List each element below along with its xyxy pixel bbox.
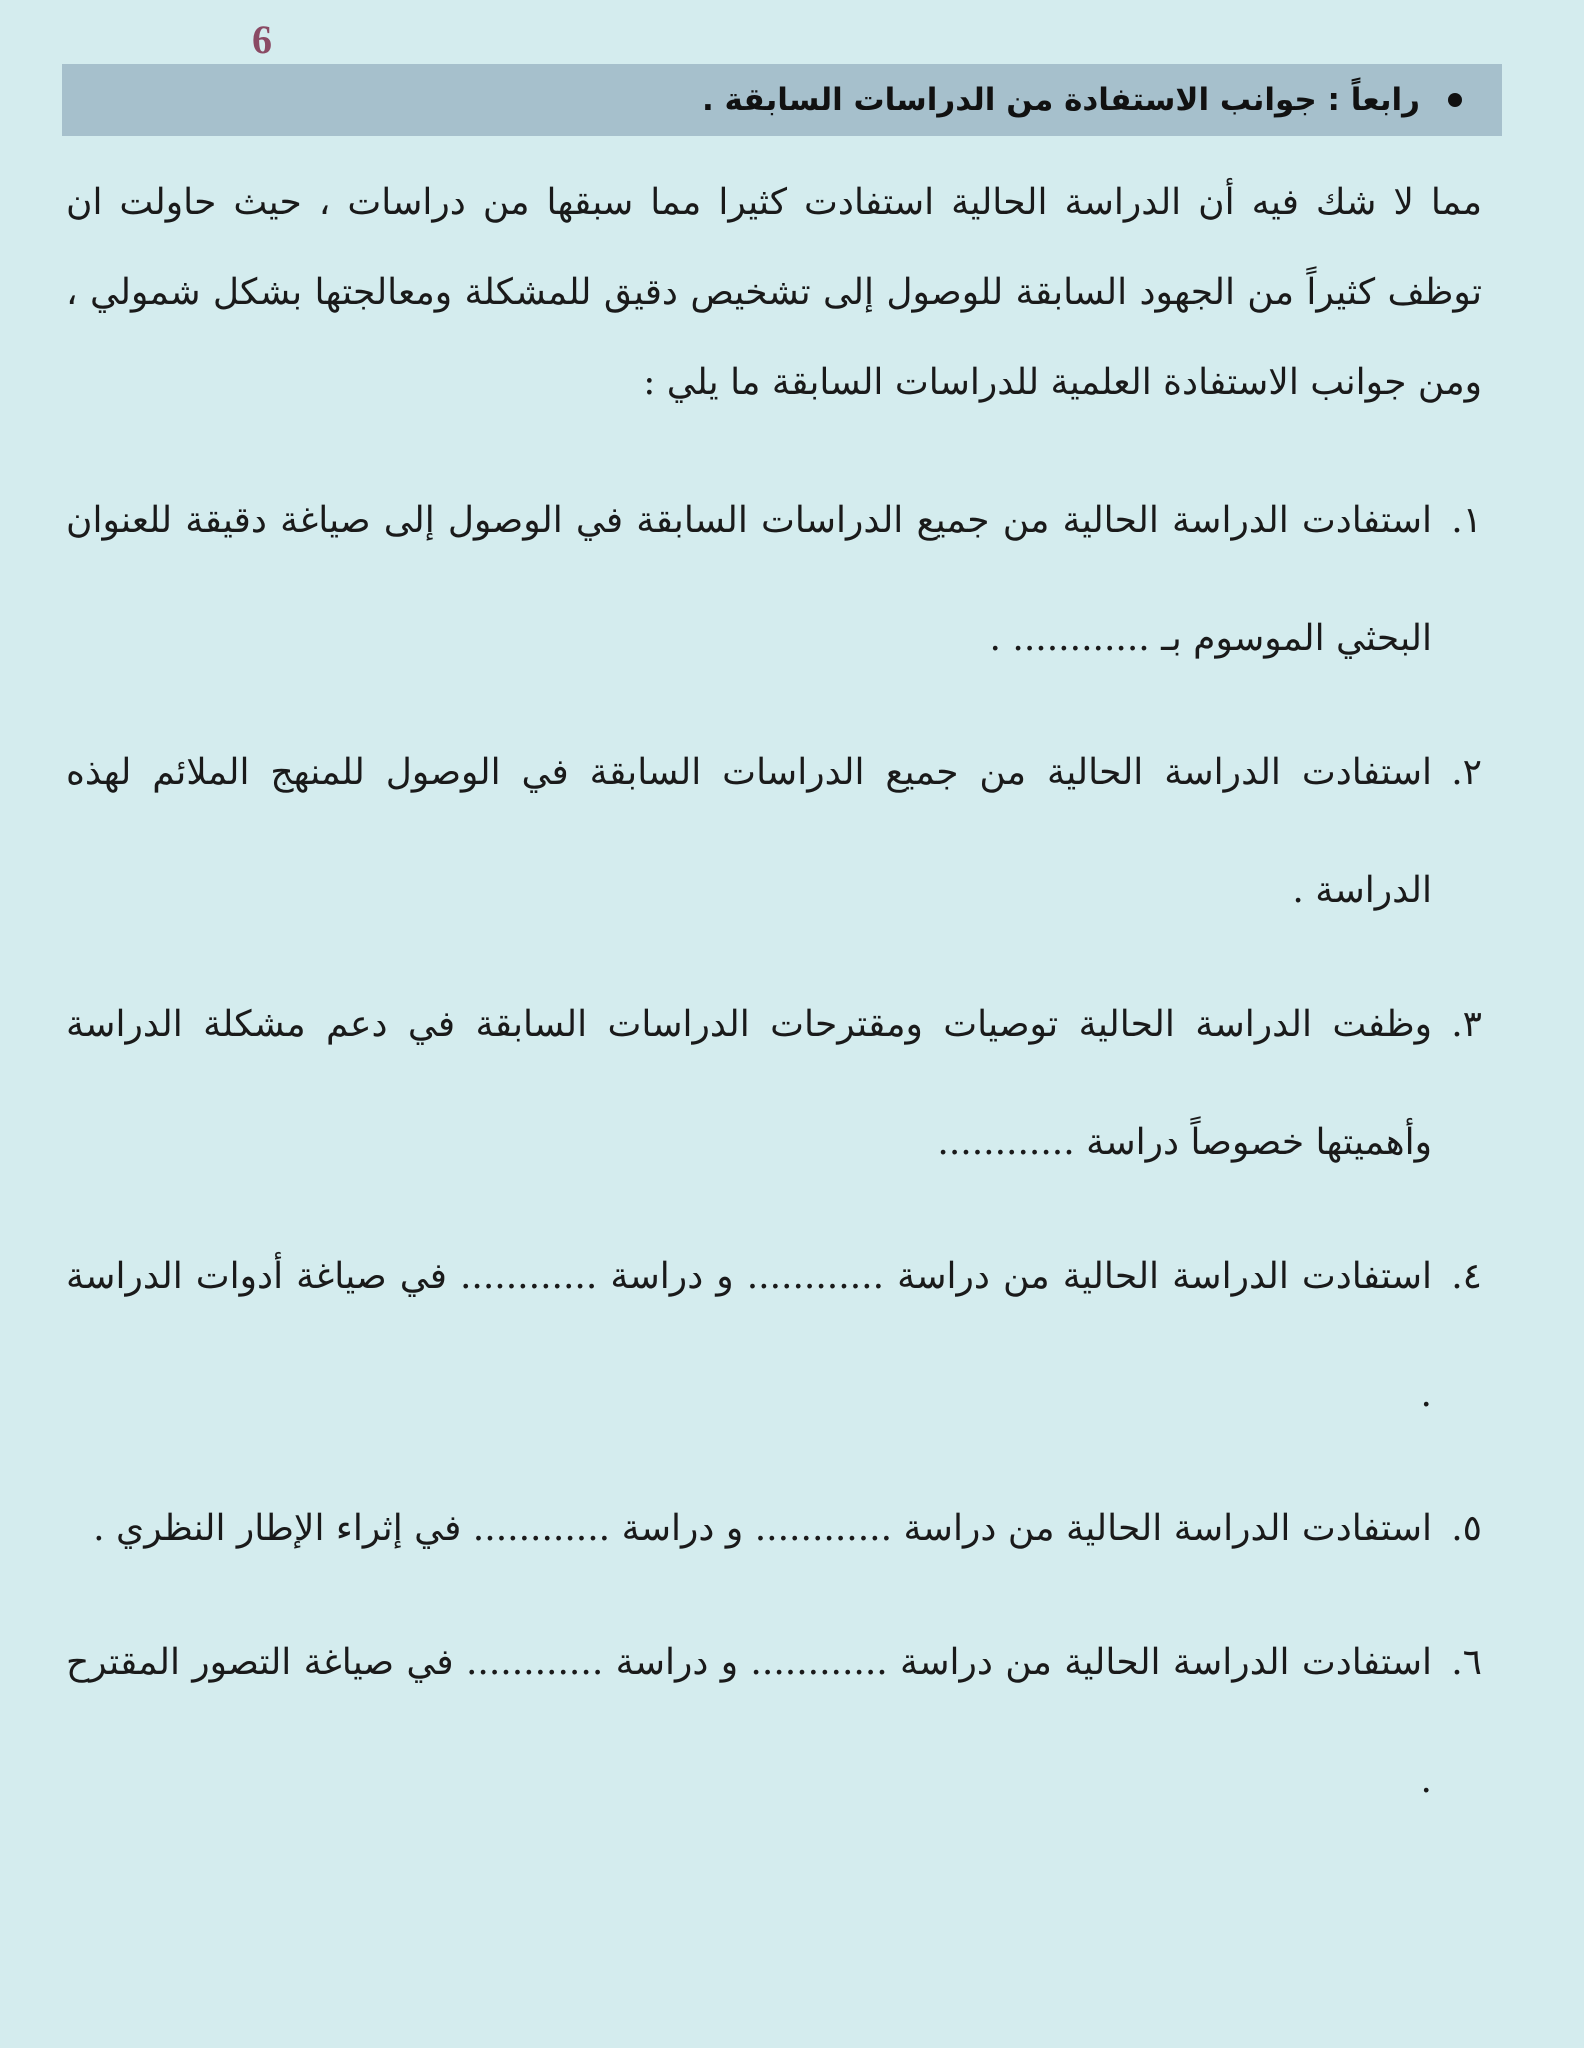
list-item-number: ٤. bbox=[1451, 1256, 1482, 1297]
list-item-text: وظفت الدراسة الحالية توصيات ومقترحات الدراسات السابقة في دعم مشكلة الدراسة وأهميتها خصوصاً دراسة ............ bbox=[66, 1004, 1433, 1163]
list-item-text: استفادت الدراسة الحالية من دراسة ............ و دراسة ............ في صياغة التصور المقترح . bbox=[66, 1642, 1432, 1801]
intro-paragraph: مما لا شك فيه أن الدراسة الحالية استفادت كثيرا مما سبقها من دراسات ، حيث حاولت ان توظف كثيراً من الجهود السابقة للوصول إلى تشخيص دقيق للمشكلة ومعالجتها بشكل شمولي ، ومن جوانب الاستفادة العلمية للدراسات السابقة ما يلي : bbox=[66, 182, 1482, 403]
list-item-number: ٦. bbox=[1451, 1642, 1482, 1683]
list-item-text: استفادت الدراسة الحالية من جميع الدراسات السابقة في الوصول إلى صياغة دقيقة للعنوان البحثي الموسوم بـ ............ . bbox=[66, 500, 1432, 659]
section-heading-bar bbox=[62, 64, 1502, 136]
list-item bbox=[66, 714, 1482, 950]
benefits-list bbox=[66, 462, 1482, 1840]
section-heading: رابعاً : جوانب الاستفادة من الدراسات السابقة . bbox=[701, 82, 1420, 118]
list-item-text: استفادت الدراسة الحالية من دراسة ............ و دراسة ............ في صياغة أدوات الدراسة . bbox=[66, 1256, 1432, 1415]
list-item-text: استفادت الدراسة الحالية من دراسة ............ و دراسة ............ في إثراء الإطار النظري . bbox=[93, 1508, 1432, 1549]
list-item-number: ٢. bbox=[1451, 752, 1482, 793]
page-number: 6 bbox=[252, 17, 272, 62]
list-item bbox=[66, 1470, 1482, 1588]
list-item-number: ١. bbox=[1451, 500, 1482, 541]
list-item-text: استفادت الدراسة الحالية من جميع الدراسات السابقة في الوصول للمنهج الملائم لهذه الدراسة . bbox=[66, 752, 1432, 911]
list-item bbox=[66, 462, 1482, 698]
list-item-number: ٣. bbox=[1451, 1004, 1482, 1045]
list-item bbox=[66, 1604, 1482, 1840]
list-item bbox=[66, 966, 1482, 1202]
list-item-number: ٥. bbox=[1451, 1508, 1482, 1549]
document-body bbox=[66, 158, 1482, 1856]
list-item bbox=[66, 1218, 1482, 1454]
bullet-icon bbox=[1448, 93, 1462, 107]
